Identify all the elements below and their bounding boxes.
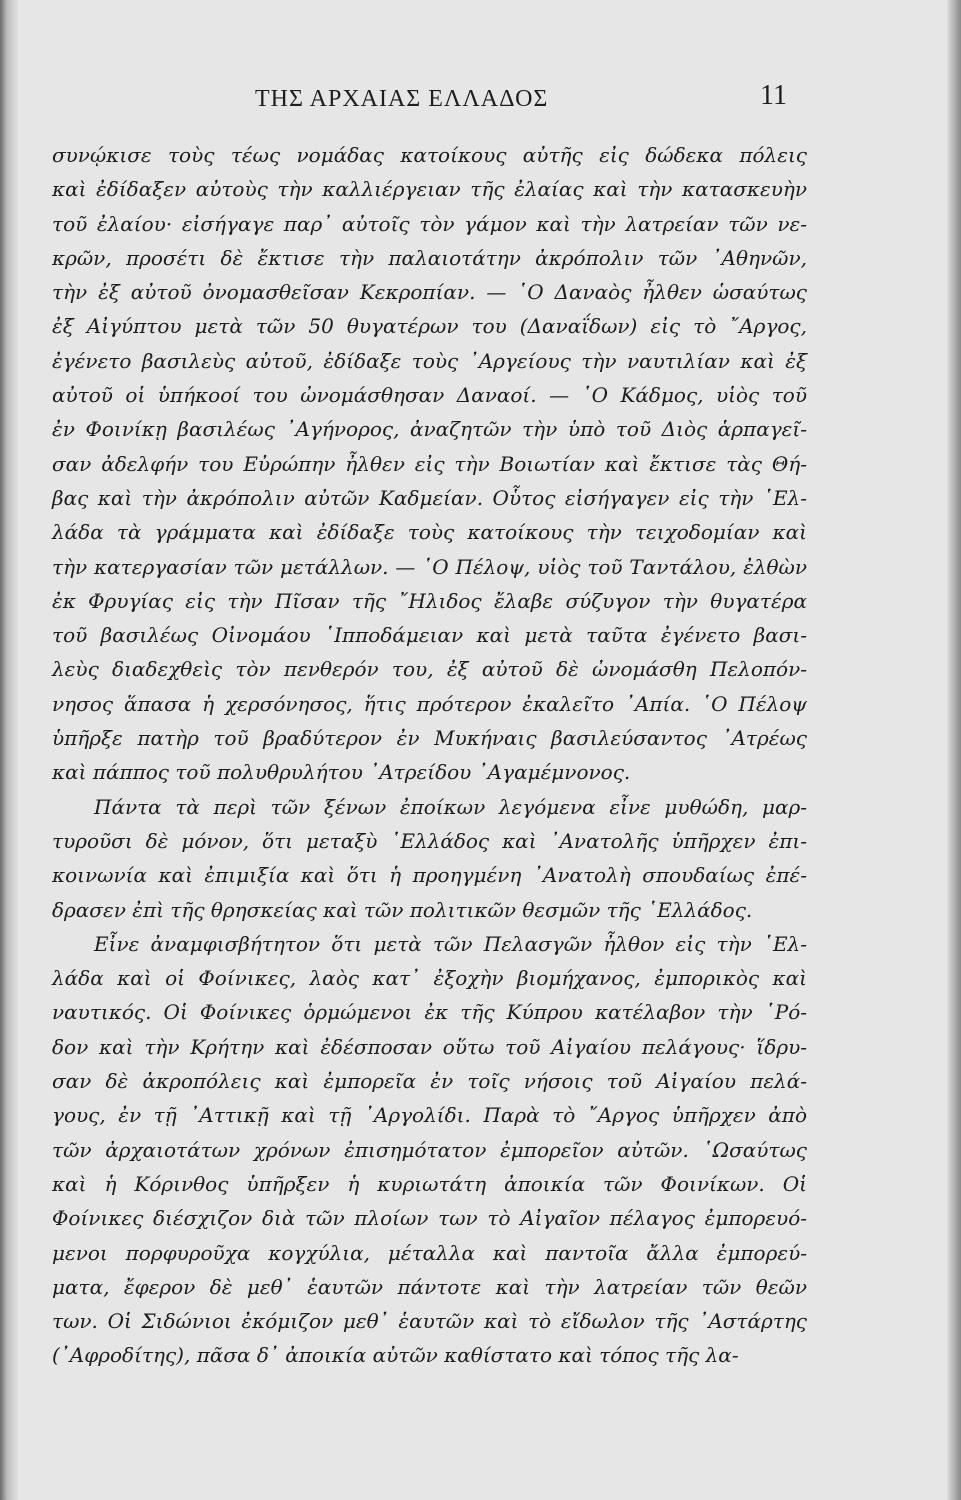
text-line: τὴν ἐξ αὐτοῦ ὀνομασθεῖσαν Κεκροπίαν. — ῾Ο Δαναὸς ἦλθεν ὡσαύτως: [52, 280, 807, 305]
text-line: δρασεν ἐπὶ τῆς θρησκείας καὶ τῶν πολιτικῶν θεσμῶν τῆς ῾Ελλάδος.: [52, 897, 753, 922]
text-line: τυροῦσι δὲ μόνον, ὅτι μεταξὺ ῾Ελλάδος καὶ ᾽Ανατολῆς ὑπῆρχεν ἐπι-: [52, 828, 807, 853]
text-line: (᾽Αφροδίτης), πᾶσα δ᾽ ἀποικία αὐτῶν καθίστατο καὶ τόπος τῆς λα-: [52, 1343, 739, 1368]
page-number: 11: [760, 80, 787, 111]
text-line: σαν δὲ ἀκροπόλεις καὶ ἐμπορεῖα ἐν τοῖς νήσοις τοῦ Αἰγαίου πελά-: [52, 1069, 807, 1094]
text-line: λάδα τὰ γράμματα καὶ ἐδίδαξε τοὺς κατοίκους τὴν τειχοδομίαν καὶ: [52, 520, 807, 545]
text-line: ἐν Φοινίκῃ βασιλέως ᾽Αγήνορος, ἀναζητῶν τὴν ὑπὸ τοῦ Διὸς ἁρπαγεῖ-: [52, 417, 807, 442]
text-line: λάδα καὶ οἱ Φοίνικες, λαὸς κατ᾽ ἐξοχὴν βιομήχανος, ἐμπορικὸς καὶ: [52, 966, 807, 991]
text-line: ὑπῆρξε πατὴρ τοῦ βραδύτερον ἐν Μυκήναις βασιλεύσαντος ᾽Ατρέως: [52, 726, 807, 751]
text-line: καὶ πάππος τοῦ πολυθρυλήτου ᾽Ατρείδου ᾽Αγαμέμνονος.: [52, 760, 631, 785]
text-line: τὴν κατεργασίαν τῶν μετάλλων. — ῾Ο Πέλοψ, υἱὸς τοῦ Ταντάλου, ἐλθὼν: [52, 554, 807, 579]
page-header: [0, 80, 961, 120]
text-line: βας καὶ τὴν ἀκρόπολιν αὐτῶν Καδμείαν. Οὗτος εἰσήγαγεν εἰς τὴν ῾Ελ-: [52, 485, 807, 510]
paragraph-2: [52, 790, 807, 927]
text-line: των. Οἱ Σιδώνιοι ἐκόμιζον μεθ᾽ ἑαυτῶν καὶ τὸ εἴδωλον τῆς ᾽Αστάρτης: [52, 1309, 807, 1334]
text-line: καὶ ἡ Κόρινθος ὑπῆρξεν ἡ κυριωτάτη ἀποικία τῶν Φοινίκων. Οἱ: [52, 1171, 807, 1196]
text-line: κοινωνία καὶ ἐπιμιξία καὶ ὅτι ἡ προηγμένη ᾽Ανατολὴ σπουδαίως ἐπέ-: [52, 863, 807, 888]
text-line: Φοίνικες διέσχιζον διὰ τῶν πλοίων των τὸ Αἰγαῖον πέλαγος ἐμπορευό-: [52, 1206, 807, 1231]
text-line: ἐγένετο βασιλεὺς αὐτοῦ, ἐδίδαξε τοὺς ᾽Αργείους τὴν ναυτιλίαν καὶ ἐξ: [52, 348, 807, 373]
text-line: Πάντα τὰ περὶ τῶν ξένων ἐποίκων λεγόμενα εἶνε μυθώδη, μαρ-: [94, 794, 807, 819]
text-line: γους, ἐν τῇ ᾽Αττικῇ καὶ τῇ ᾽Αργολίδι. Παρὰ τὸ ῎Αργος ὑπῆρχεν ἀπὸ: [52, 1103, 807, 1128]
text-line: νησος ἅπασα ἡ χερσόνησος, ἥτις πρότερον ἐκαλεῖτο ᾽Απία. ῾Ο Πέλοψ: [52, 691, 807, 716]
running-title: ΤΗΣ ΑΡΧΑΙΑΣ ΕΛΛΑΔΟΣ: [255, 86, 549, 112]
text-line: σαν ἀδελφήν του Εὐρώπην ἦλθεν εἰς τὴν Βοιωτίαν καὶ ἔκτισε τὰς Θή-: [52, 451, 807, 476]
text-line: μενοι πορφυροῦχα κογχύλια, μέταλλα καὶ παντοῖα ἄλλα ἐμπορεύ-: [52, 1240, 807, 1265]
paragraph-3: [52, 927, 807, 1373]
text-line: Εἶνε ἀναμφισβήτητον ὅτι μετὰ τῶν Πελασγῶν ἦλθον εἰς τὴν ῾Ελ-: [94, 931, 807, 956]
text-line: λεὺς διαδεχθεὶς τὸν πενθερόν του, ἐξ αὐτοῦ δὲ ὠνομάσθη Πελοπόν-: [52, 657, 807, 682]
body-text: [52, 138, 807, 1373]
text-line: κρῶν, προσέτι δὲ ἔκτισε τὴν παλαιοτάτην ἀκρόπολιν τῶν ᾽Αθηνῶν,: [52, 245, 807, 270]
text-line: συνῴκισε τοὺς τέως νομάδας κατοίκους αὐτῆς εἰς δώδεκα πόλεις: [52, 143, 807, 167]
text-line: τοῦ βασιλέως Οἰνομάου ῾Ιπποδάμειαν καὶ μετὰ ταῦτα ἐγένετο βασι-: [52, 623, 807, 648]
text-line: τῶν ἀρχαιοτάτων χρόνων ἐπισημότατον ἐμπορεῖον αὐτῶν. ῾Ωσαύτως: [52, 1137, 807, 1162]
text-line: αὐτοῦ οἱ ὑπήκοοί του ὠνομάσθησαν Δαναοί. — ῾Ο Κάδμος, υἱὸς τοῦ: [52, 383, 807, 408]
text-line: καὶ ἐδίδαξεν αὐτοὺς τὴν καλλιέργειαν τῆς ἐλαίας καὶ τὴν κατασκευὴν: [52, 177, 807, 202]
text-line: τοῦ ἐλαίου· εἰσήγαγε παρ᾽ αὐτοῖς τὸν γάμον καὶ τὴν λατρείαν τῶν νε-: [52, 211, 807, 236]
text-line: ἐξ Αἰγύπτου μετὰ τῶν 50 θυγατέρων του (Δαναΐδων) εἰς τὸ ῎Αργος,: [52, 314, 807, 339]
paragraph-1: [52, 138, 807, 790]
text-line: ματα, ἔφερον δὲ μεθ᾽ ἑαυτῶν πάντοτε καὶ τὴν λατρείαν τῶν θεῶν: [52, 1274, 807, 1299]
text-line: δον καὶ τὴν Κρήτην καὶ ἐδέσποσαν οὕτω τοῦ Αἰγαίου πελάγους· ἵδρυ-: [52, 1034, 807, 1059]
text-line: ναυτικός. Οἱ Φοίνικες ὁρμώμενοι ἐκ τῆς Κύπρου κατέλαβον τὴν ῾Ρό-: [52, 1000, 807, 1025]
text-line: ἐκ Φρυγίας εἰς τὴν Πῖσαν τῆς ῎Ηλιδος ἔλαβε σύζυγον τὴν θυγατέρα: [52, 588, 807, 613]
